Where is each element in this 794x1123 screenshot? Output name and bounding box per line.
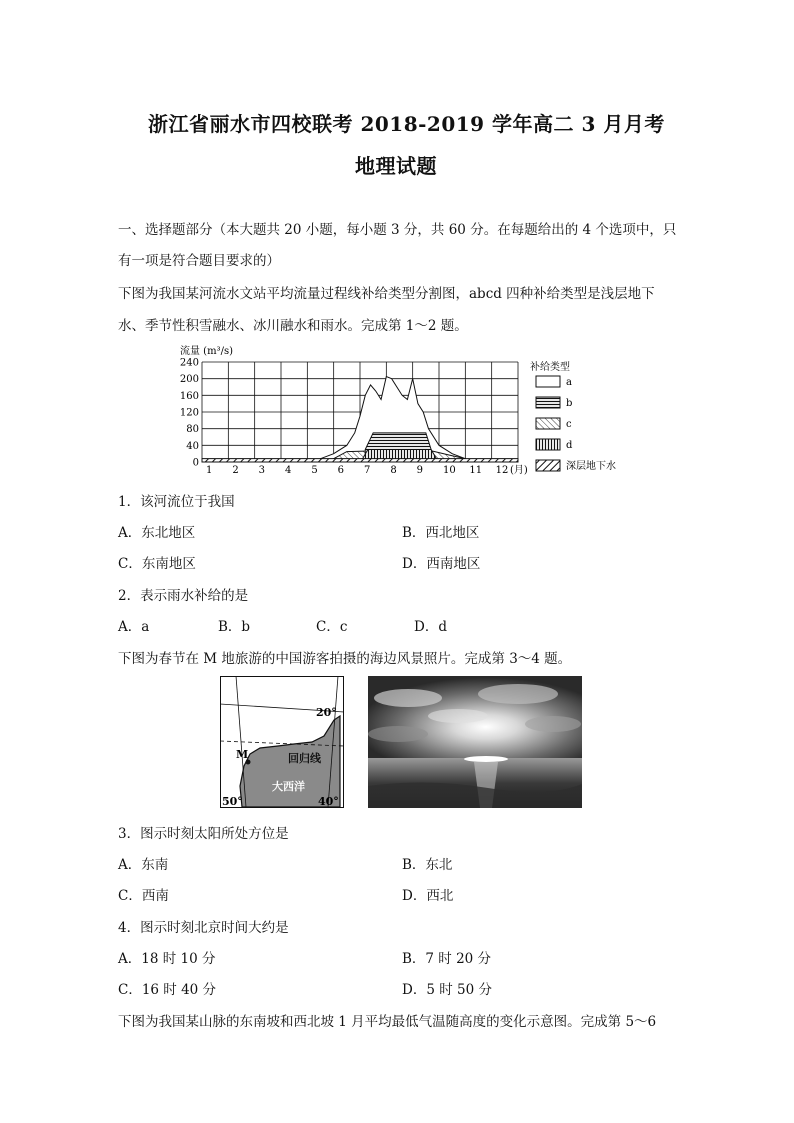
legend-swatch (536, 439, 560, 450)
section-heading-line1: 一、选择题部分（本大题共 20 小题，每小题 3 分，共 60 分。在每题给出的 4 个选项中，只 (118, 222, 677, 238)
q1-stem: 1．该河流位于我国 (118, 494, 235, 510)
xtick-label: 8 (390, 465, 397, 476)
xtick-label: 12 (495, 465, 509, 476)
lon-50-label: 50° (222, 795, 243, 808)
q4-option-d[interactable]: D．5 时 50 分 (402, 982, 492, 998)
xtick-label: 6 (337, 465, 345, 476)
ytick-label: 80 (186, 424, 199, 436)
xtick-label: 9 (416, 465, 424, 476)
q4-option-b[interactable]: B．7 时 20 分 (402, 951, 492, 967)
q4-stem: 4．图示时刻北京时间大约是 (118, 920, 289, 936)
chart-ylabel: 流量 (m³/s) (180, 346, 233, 357)
q3-option-b[interactable]: B．东北 (402, 857, 453, 873)
xtick-label: 5 (311, 465, 318, 476)
legend-swatch (536, 418, 560, 429)
xtick-label: 1 (206, 465, 213, 476)
intro-q1-2-line2: 水、季节性积雪融水、冰川融水和雨水。完成第 1～2 题。 (118, 318, 468, 334)
q3-option-d[interactable]: D．西北 (402, 888, 454, 904)
xtick-label: 10 (443, 465, 456, 476)
xtick-label: 3 (258, 465, 266, 476)
chart-legend (530, 360, 616, 472)
section-heading-line2: 有一项是符合题目要求的） (118, 253, 280, 269)
q1-option-d[interactable]: D．西南地区 (402, 556, 481, 572)
q1-option-b[interactable]: B．西北地区 (402, 525, 480, 541)
legend-swatch (536, 376, 560, 387)
tropic-label: 回归线 (288, 752, 321, 765)
page-subtitle: 地理试题 (355, 154, 437, 178)
intro-q1-2-line1: 下图为我国某河流水文站平均流量过程线补给类型分割图，abcd 四种补给类型是浅层地下 (118, 286, 655, 302)
lat-20-label: 20° (316, 706, 337, 719)
legend-label: d (566, 440, 573, 451)
intro-q5-6: 下图为我国某山脉的东南坡和西北坡 1 月平均最低气温随高度的变化示意图。完成第 5～6 (118, 1014, 657, 1030)
legend-label: 深层地下水 (566, 461, 616, 472)
xtick-label: 4 (285, 465, 292, 476)
chart-xticks (206, 465, 508, 476)
map-figure (220, 676, 344, 808)
chart-xlabel: (月) (510, 465, 528, 476)
seaside-photo (368, 676, 582, 808)
ytick-label: 0 (192, 457, 199, 469)
legend-swatch (536, 397, 560, 408)
q3-option-c[interactable]: C．西南 (118, 888, 169, 904)
xtick-label: 2 (232, 465, 239, 476)
xtick-label: 11 (469, 465, 483, 476)
q1-option-c[interactable]: C．东南地区 (118, 556, 196, 572)
q4-option-c[interactable]: C．16 时 40 分 (118, 982, 217, 998)
xtick-label: 7 (364, 465, 371, 476)
ytick-label: 240 (179, 357, 199, 369)
legend-label: a (566, 377, 572, 388)
legend-label: b (566, 398, 573, 409)
flow-chart (178, 340, 630, 480)
q3-stem: 3．图示时刻太阳所处方位是 (118, 826, 289, 842)
q2-stem: 2．表示雨水补给的是 (118, 588, 249, 604)
q4-option-a[interactable]: A．18 时 10 分 (118, 951, 216, 967)
lon-40-label: 40° (318, 795, 339, 808)
q2-option-d[interactable]: D．d (414, 619, 447, 635)
legend-title: 补给类型 (530, 362, 570, 373)
point-m-label: M (236, 748, 249, 761)
ytick-label: 120 (179, 407, 199, 419)
ocean-label: 大西洋 (272, 780, 305, 793)
page-title: 浙江省丽水市四校联考 2018-2019 学年高二 3 月月考 (148, 112, 665, 136)
q3-option-a[interactable]: A．东南 (118, 857, 169, 873)
ytick-label: 160 (179, 390, 199, 402)
q2-option-c[interactable]: C．c (316, 619, 348, 635)
q1-option-a[interactable]: A．东北地区 (118, 525, 196, 541)
intro-q3-4: 下图为春节在 M 地旅游的中国游客拍摄的海边风景照片。完成第 3～4 题。 (118, 651, 572, 667)
legend-swatch (536, 460, 560, 471)
ytick-label: 40 (186, 440, 199, 452)
legend-label: c (566, 419, 572, 430)
series-area-deep (202, 459, 518, 462)
chart-yticks (180, 358, 199, 469)
q2-option-a[interactable]: A．a (118, 619, 150, 635)
ytick-label: 200 (179, 374, 199, 386)
q2-option-b[interactable]: B．b (218, 619, 251, 635)
